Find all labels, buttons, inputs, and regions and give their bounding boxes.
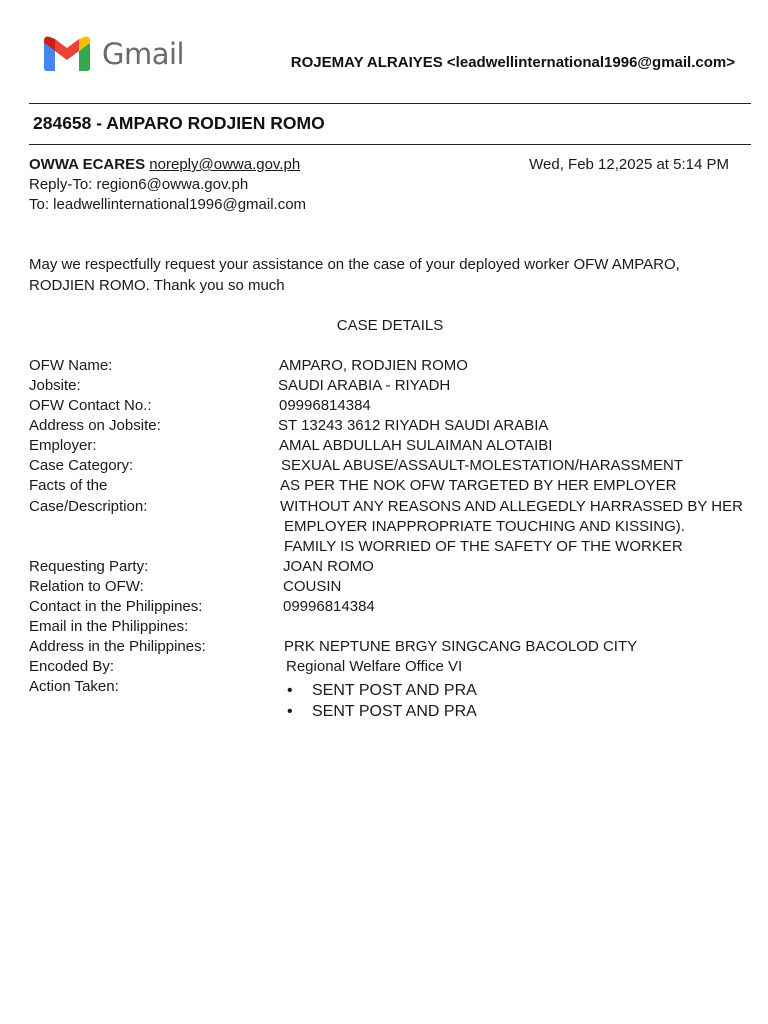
facts-value-line-2: WITHOUT ANY REASONS AND ALLEGEDLY HARRASSED BY HER <box>280 498 743 515</box>
action-taken-label: Action Taken: <box>29 678 119 695</box>
facts-value-line-3: EMPLOYER INAPPROPRIATE TOUCHING AND KISSING). <box>284 518 685 535</box>
intro-line-2: RODJIEN ROMO. Thank you so much <box>29 276 285 294</box>
to-line: To: leadwellinternational1996@gmail.com <box>29 196 307 213</box>
facts-value-line-4: FAMILY IS WORRIED OF THE SAFETY OF THE WORKER <box>284 538 683 555</box>
reply-to-line: Reply-To: region6@owwa.gov.ph <box>29 176 249 193</box>
jobsite-value: SAUDI ARABIA - RIYADH <box>278 377 451 394</box>
jobsite-address-label: Address on Jobsite: <box>29 417 161 434</box>
jobsite-address-value: ST 13243 3612 RIYADH SAUDI ARABIA <box>278 417 549 434</box>
email-subject: 284658 - AMPARO RODJIEN ROMO <box>33 113 325 133</box>
gmail-m-icon <box>44 36 90 71</box>
subject-divider <box>29 144 751 145</box>
message-intro <box>29 255 754 296</box>
relation-value: COUSIN <box>283 578 342 595</box>
gmail-wordmark: Gmail <box>102 36 185 71</box>
encoded-by-label: Encoded By: <box>29 658 115 675</box>
sender-name: OWWA ECARES <box>29 156 146 173</box>
header-divider <box>29 103 751 104</box>
ph-address-value: PRK NEPTUNE BRGY SINGCANG BACOLOD CITY <box>284 638 638 655</box>
employer-value: AMAL ABDULLAH SULAIMAN ALOTAIBI <box>279 437 553 454</box>
list-item: • SENT POST AND PRA <box>284 680 477 701</box>
case-category-value: SEXUAL ABUSE/ASSAULT-MOLESTATION/HARASSMENT <box>281 457 684 474</box>
ofw-name-label: OFW Name: <box>29 357 113 374</box>
facts-value-line-1: AS PER THE NOK OFW TARGETED BY HER EMPLOYER <box>280 477 677 494</box>
gmail-logo <box>44 36 184 71</box>
encoded-by-value: Regional Welfare Office VI <box>286 658 463 675</box>
facts-label-line-1: Facts of the <box>29 477 108 494</box>
requesting-party-label: Requesting Party: <box>29 558 149 575</box>
sender-email-link[interactable]: noreply@owwa.gov.ph <box>149 156 301 173</box>
account-owner: ROJEMAY ALRAIYES <leadwellinternational1996@gmail.com> <box>290 54 735 71</box>
message-date: Wed, Feb 12,2025 at 5:14 PM <box>529 156 729 173</box>
sender-line <box>29 155 300 175</box>
ph-address-label: Address in the Philippines: <box>29 638 206 655</box>
case-details-heading: CASE DETAILS <box>336 317 444 334</box>
list-item: • SENT POST AND PRA <box>284 701 477 722</box>
relation-label: Relation to OFW: <box>29 578 144 595</box>
ofw-name-value: AMPARO, RODJIEN ROMO <box>279 357 468 374</box>
ph-contact-label: Contact in the Philippines: <box>29 598 203 615</box>
employer-label: Employer: <box>29 437 97 454</box>
ph-contact-value: 09996814384 <box>283 598 375 615</box>
case-category-label: Case Category: <box>29 457 134 474</box>
intro-line-1: May we respectfully request your assistance on the case of your deployed worker OFW AMPARO, <box>29 256 680 273</box>
requesting-party-value: JOAN ROMO <box>283 558 374 575</box>
ofw-contact-value: 09996814384 <box>279 397 371 414</box>
facts-label-line-2: Case/Description: <box>29 498 148 515</box>
action-taken-list <box>284 680 477 722</box>
ph-email-label: Email in the Philippines: <box>29 618 189 635</box>
ofw-contact-label: OFW Contact No.: <box>29 397 152 414</box>
jobsite-label: Jobsite: <box>29 377 81 394</box>
